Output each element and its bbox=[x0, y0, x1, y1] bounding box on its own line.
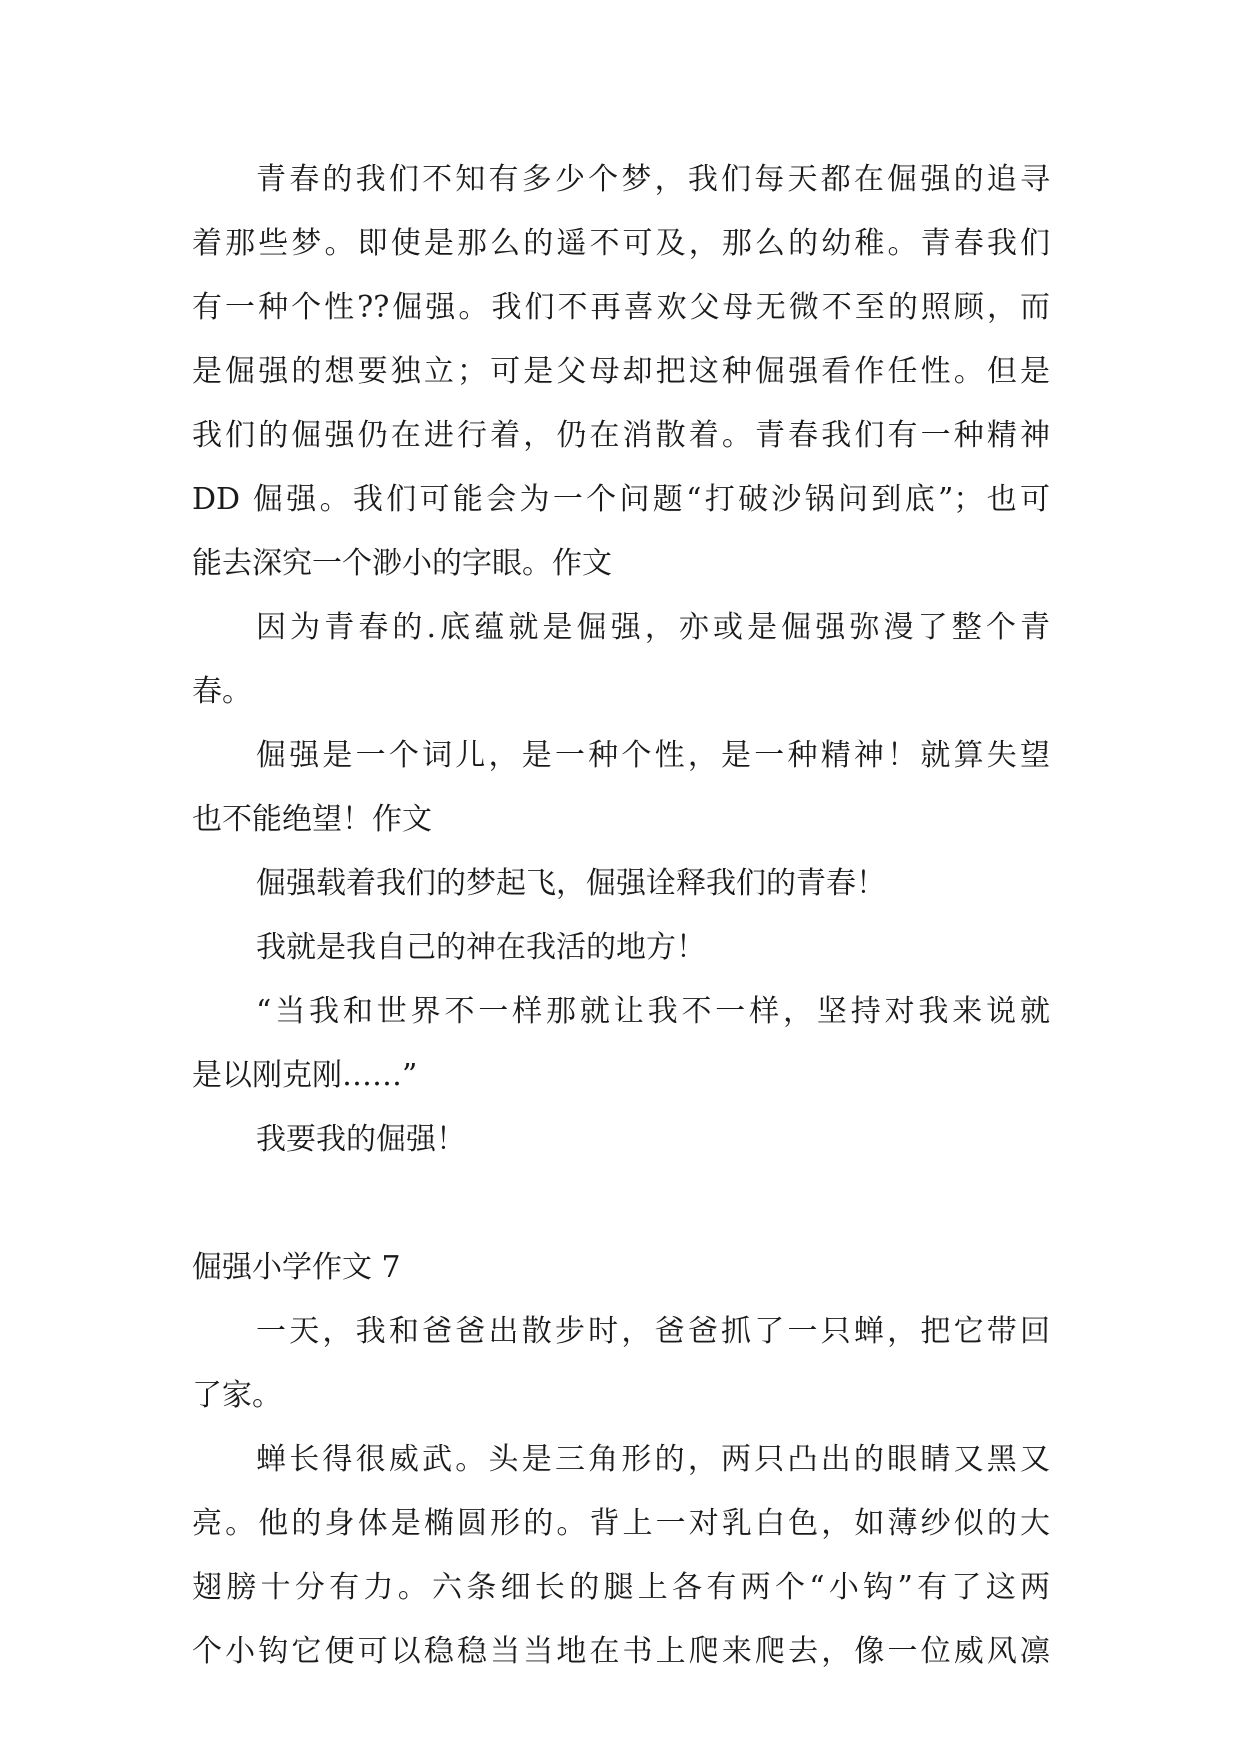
paragraph-line: 因为青春的.底蕴就是倔强，亦或是倔强弥漫了整个青 bbox=[256, 610, 1050, 645]
paragraph-line: 是倔强的想要独立；可是父母却把这种倔强看作任性。但是 bbox=[192, 354, 1050, 389]
paragraph-line: 倔强是一个词儿，是一种个性，是一种精神！就算失望 bbox=[256, 738, 1050, 773]
paragraph-line: 倔强载着我们的梦起飞，倔强诠释我们的青春！ bbox=[256, 866, 886, 901]
paragraph-line: 蝉长得很威武。头是三角形的，两只凸出的眼睛又黑又 bbox=[256, 1442, 1050, 1477]
paragraph-line: DD 倔强。我们可能会为一个问题“打破沙锅问到底”；也可 bbox=[192, 482, 1050, 517]
paragraph-line: “当我和世界不一样那就让我不一样，坚持对我来说就 bbox=[256, 994, 1050, 1029]
paragraph-line: 着那些梦。即使是那么的遥不可及，那么的幼稚。青春我们 bbox=[192, 226, 1050, 261]
paragraph-line: 个小钩它便可以稳稳当当地在书上爬来爬去，像一位威风凛 bbox=[192, 1634, 1050, 1669]
paragraph-line: 有一种个性??倔强。我们不再喜欢父母无微不至的照顾，而 bbox=[192, 290, 1050, 325]
paragraph-line: 我就是我自己的神在我活的地方！ bbox=[256, 930, 706, 965]
paragraph-line: 翅膀十分有力。六条细长的腿上各有两个“小钩”有了这两 bbox=[192, 1570, 1050, 1605]
paragraph-line: 也不能绝望！作文 bbox=[192, 802, 432, 837]
paragraph-line: 我们的倔强仍在进行着，仍在消散着。青春我们有一种精神 bbox=[192, 418, 1050, 453]
paragraph-line: 春。 bbox=[192, 674, 252, 709]
paragraph-line: 青春的我们不知有多少个梦，我们每天都在倔强的追寻 bbox=[256, 162, 1050, 197]
paragraph-line: 我要我的倔强！ bbox=[256, 1122, 466, 1157]
paragraph-line: 能去深究一个渺小的字眼。作文 bbox=[192, 546, 612, 581]
section-heading: 倔强小学作文 7 bbox=[192, 1250, 401, 1285]
paragraph-line: 一天，我和爸爸出散步时，爸爸抓了一只蝉，把它带回 bbox=[256, 1314, 1050, 1349]
paragraph-line: 是以刚克刚……” bbox=[192, 1058, 418, 1093]
paragraph-line: 亮。他的身体是椭圆形的。背上一对乳白色，如薄纱似的大 bbox=[192, 1506, 1050, 1541]
paragraph-line: 了家。 bbox=[192, 1378, 282, 1413]
